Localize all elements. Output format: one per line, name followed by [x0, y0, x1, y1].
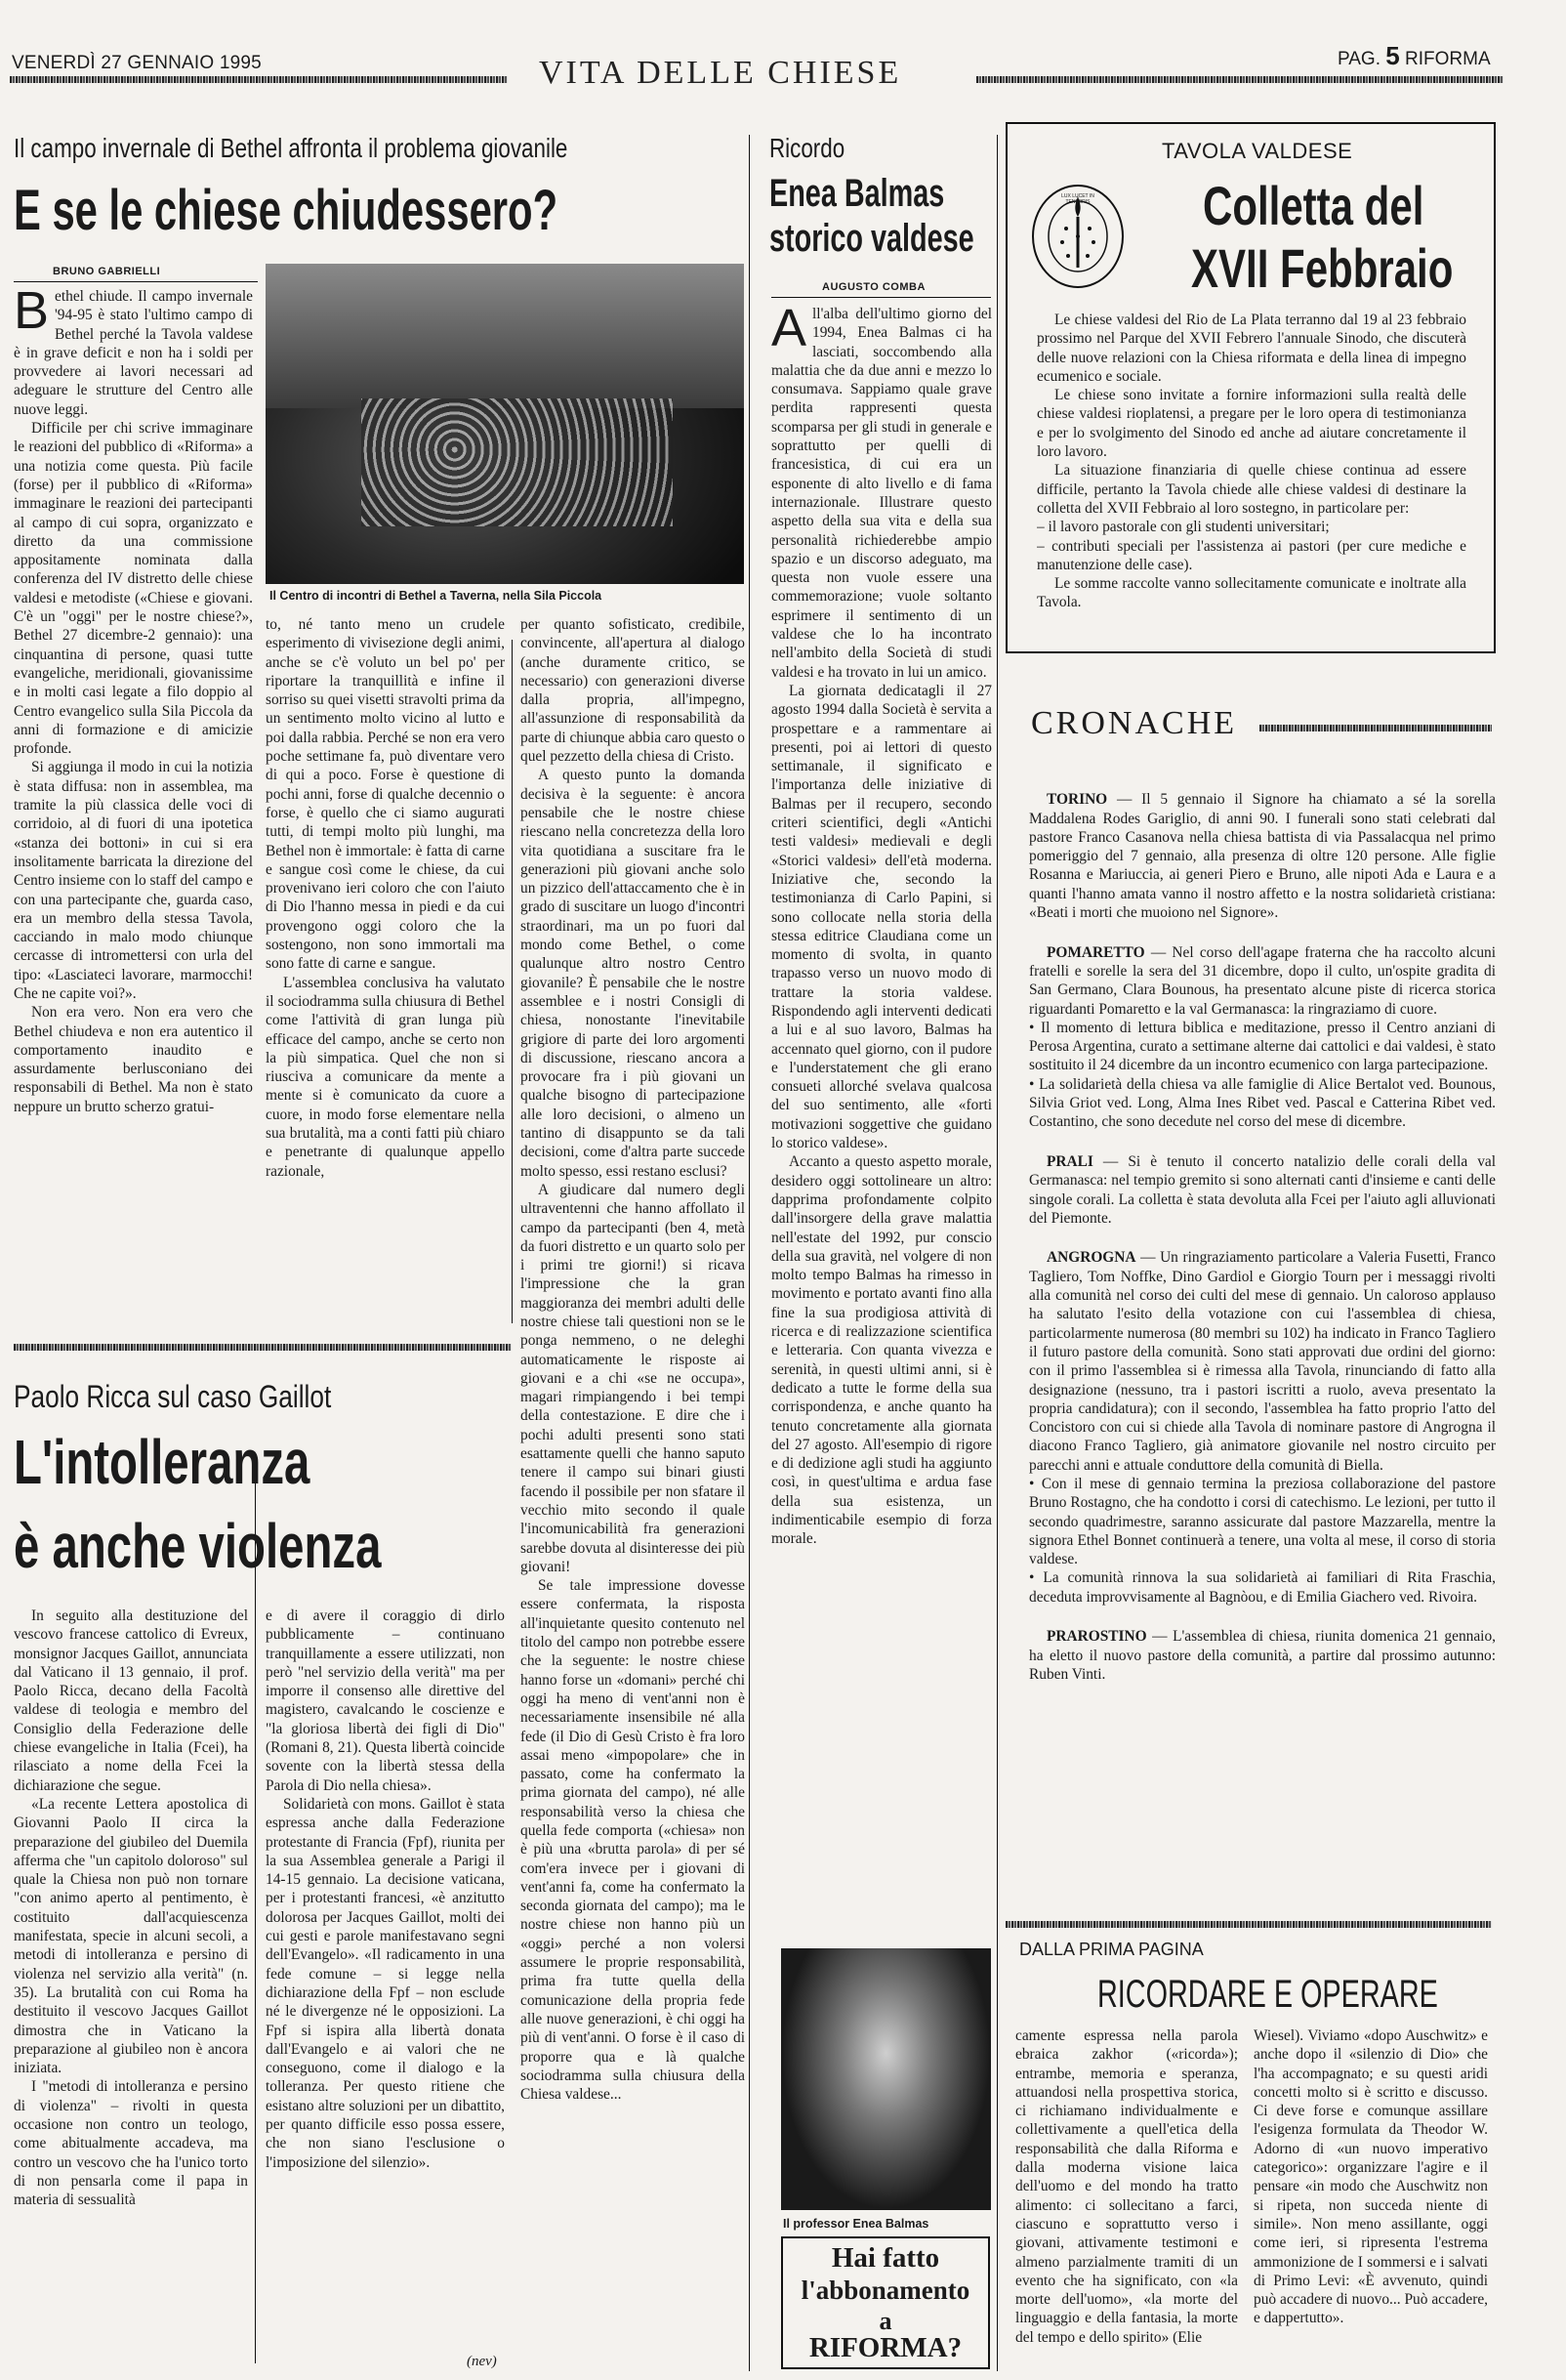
ricca-paragraph: Solidarietà con mons. Gaillot è stata espressa anche dalla Federazione protestante di Francia (Fpf), riunita per la sua Assemblea generale a Parigi il 14-15 gennaio. La decisione vaticana, per i protestanti francesi, «è anzitutto dolorosa per Jacques Gaillot, molti dei cui gesti e parole manifestavano segni dell'Evangelo». «Il radicamento in una fede comune – si legge nella dichiarazione della Fpf – non esclude né le divergenze né le opposizioni. La Fpf si ispira alla libertà donata dall'Evangelo e ai valori che ne conseguono, come il dialogo e la tolleranza. Per questo ritiene che esistano altre soluzioni per un dibattito, per quanto difficile esso possa essere, che non siano l'esclusione o l'imposizione del silenzio».	[266, 1795, 505, 2171]
bethel-author: BRUNO GABRIELLI	[53, 266, 161, 277]
bethel-title: E se le chiese chiudessero?	[14, 179, 558, 242]
cronache-text: — Un ringraziamento particolare a Valeria Fusetti, Franco Tagliero, Tom Noffke, Dino Gardiol e Giorgio Tourn per i messaggi rivolti alla comunità nel corso dei culti del mese di gennaio. Un caloroso applauso ha salutato l'esito della votazione con cui l'assemblea di chiesa, particolarmente numerosa (80 membri su 102) ha indicato in Franco Tagliero il futuro pastore della comunità. Sono stati approvati due ordini del giorno: con il primo l'assemblea si è rimessa alla Tavola, rinunciando di fatto alla designazione (nessuno, tra i pastori iscritti a ruolo, aveva presentato la propria candidatura); con il secondo, l'assemblea ha fatto proprio l'atto del Concistoro con cui si chiede alla Tavola di nominare pastore di Angrogna il diacono Franco Tagliero, già animatore giovanile nel nostro circuito per parecchi anni e attuale conduttore della comunità di Biella. • Con il mese di gennaio termina la preziosa collaborazione del pastore Bruno Rostagno, che ha condotto i corsi di catechismo. Le lezioni, per tutto il secondo quadrimestre, saranno assicurate dal pastore Mazzarella, mentre la signora Ethel Bonnet continuerà a tenere, una volta al mese, il corso di storia valdese. • La comunità rinnova la sua solidarietà ai familiari di Rita Fraschia, deceduta improvvisamente al Bagnòou, e di Emilia Giachero ved. Rivoira.	[1029, 1249, 1496, 1606]
page-label: PAG.	[1338, 49, 1381, 69]
bethel-paragraph: A giudicare dal numero degli ultraventenni che hanno affollato il campo da partecipanti (ben 4, metà da fuori distretto e un quarto solo per i primi tre giorni!) si ricava l'impressione che la gran maggioranza dei membri adulti delle nostre chiese tali questioni non se le ponga nemmeno, o ne deleghi automaticamente le risposte ai giovani e a chi «se ne occupa», magari rimpiangendo i bei tempi della contestazione. E dire che i pochi adulti presenti sono stati esattamente quelli che hanno saputo tenere il campo sui binari giusti facendo il possibile per non sfatare il vecchio mito secondo il quale l'incomunicabilità fra generazioni sarebbe dovuta al disinteresse dei più giovani!	[520, 1181, 745, 1575]
balmas-title-line2: storico valdese	[769, 217, 974, 260]
ricca-title-line2: è anche violenza	[14, 1511, 382, 1581]
page-number: 5	[1385, 41, 1400, 70]
bethel-column-3	[520, 615, 745, 2369]
balmas-paragraph: ll'alba dell'ultimo giorno del 1994, Enea Balmas ci ha lasciati, soccombendo alla malattia che da due anni e mezzo lo consumava. Sappiamo quale grave perdita rappresenti questa scomparsa per gli studi in generale e soprattutto per quelli di francesistica, di cui era un esponente di alto livello e di fama internazionale. Illustrare questo aspetto della sua vita e della sua personalità richiederebbe ampio spazio e un discorso adeguato, ma questa non vuole essere una commemorazione; vuole soltanto esprimere il sentimento di un valdese che lo ha incontrato nell'ambito della Società di studi valdesi e ha trovato in lui un amico.	[771, 306, 992, 681]
bethel-paragraph: Se tale impressione dovesse essere confermata, la risposta all'inquietante quesito contenuto nel titolo del campo non potrebbe essere che la seguente: le nostre chiese hanno forse un «domani» perché chi oggi ha meno di vent'anni non è necessariamente insensibile né alla fede (il Dio di Gesù Cristo è fra loro assai meno «impopolare» che in passato, come ha confermato la prima giornata del campo), né alle responsabilità verso la chiesa che quella fede comporta («chiesa» non è più una «brutta parola» di per sé com'era invece per i giovani di vent'anni fa, come ha confermato la seconda giornata del campo); ma le nostre chiese non hanno più un «oggi» perché a non volersi assumere le proprie responsabilità, prima fra tutte quella della comunicazione della propria fede alle nuove generazioni, è chi oggi ha più di vent'anni. O forse è il caso di proporre qua e là qualche sociodramma sulla chiusura della Chiesa valdese...	[520, 1577, 745, 2104]
cronache-city: POMARETTO	[1047, 943, 1145, 961]
balmas-title-line1: Enea Balmas	[769, 172, 945, 215]
header-rule-left	[10, 76, 508, 83]
bethel-column-2	[266, 615, 505, 1323]
balmas-photo-caption: Il professor Enea Balmas	[783, 2217, 929, 2231]
balmas-photo	[781, 1948, 991, 2210]
subscription-line1: Hai fatto	[831, 2242, 940, 2274]
bethel-paragraph: L'assemblea conclusiva ha valutato il sociodramma sulla chiusura di Bethel come l'attività di gran lunga più efficace del campo, anche se certo non la più simpatica. Quel che non si riusciva a comunicare da mente a mente si è comunicato da cuore a cuore, in modo forse elementare nella sua brutalità, ma a conti fatti più chiaro e penetrante di qualunque appello razionale,	[266, 974, 505, 1180]
bethel-dropcap: B	[14, 287, 50, 340]
cronache-item	[1029, 790, 1496, 922]
cronache-heading: CRONACHE	[1031, 705, 1238, 741]
tavola-paragraph: Le chiese valdesi del Rio de La Plata terranno dal 19 al 23 febbraio prossimo nel Parque del XVII Febrero l'annuale Sinodo, che discuterà delle nuove relazioni con la Chiesa riformata e della linea di impegno ecumenico e sociale.	[1037, 312, 1466, 385]
cronache-rule	[1259, 725, 1492, 731]
subscription-line2: l'abbonamento	[801, 2276, 970, 2305]
column-separator	[255, 1455, 256, 2363]
cronache-city: ANGROGNA	[1047, 1249, 1136, 1267]
tavola-body	[1037, 311, 1466, 643]
bethel-paragraph: Difficile per chi scrive immaginare le reazioni del pubblico di «Riforma» a una notizia come questa. Più facile (forse) per il pubblico di «Riforma» immaginare le reazioni dei partecipanti al campo di cui sopra, organizzato e diretto da una commissione appositamente nominata dalla conferenza del IV distretto delle chiese valdesi e metodiste («Chiese e giovani. C'è un "oggi" per le nostre chiese?», Bethel 27 dicembre-2 gennaio): una cinquantina di persone, quasi tutte evangeliche, meridionali, giovanissime e in molti casi legate a filo doppio al Centro evangelico sulla Sila Piccola da anni di formazione e di amicizie profonde.	[14, 420, 253, 758]
section-title: VITA DELLE CHIESE	[539, 55, 902, 91]
cronache-item	[1029, 1248, 1496, 1607]
tavola-emblem-icon	[1029, 178, 1127, 291]
bethel-photo-caption: Il Centro di incontri di Bethel a Taverna, nella Sila Piccola	[269, 589, 602, 603]
operare-paragraph: camente espressa nella parola ebraica zakhor («ricorda»); entrambe, memoria e speranza, attuandosi nella prospettiva storica, ci richiamano individualmente e collettivamente a quell'etica della responsabilità che dalla Riforma e dalla moderna visione laica dell'uomo e del mondo ha tratto alimento: ci sollecitano a farci, ciascuno e soprattutto verso i giovani, attivamente testimoni e almeno parzialmente tramiti di un evento che ha significato, con «la morte dell'uomo», «la morte del linguaggio e della fantasia, la morte del tempo e dello spirito» (Elie	[1015, 2027, 1238, 2346]
tavola-emblem-text: LUX LUCET IN TENEBRIS	[1061, 193, 1094, 205]
tavola-list-item: – il lavoro pastorale con gli studenti universitari;	[1037, 519, 1330, 536]
operare-kicker: DALLA PRIMA PAGINA	[1019, 1940, 1204, 1959]
ricca-top-rule	[14, 1344, 512, 1351]
column-separator	[997, 135, 998, 2371]
header-rule-right	[976, 76, 1504, 83]
operare-column-2	[1254, 2026, 1488, 2370]
bethel-paragraph: ethel chiude. Il campo invernale '94-95 è stato l'ultimo campo di Bethel perché la Tavola valdese è in grave deficit e non ha i soldi per provvedere ai lavori necessari ad adeguare le strutture del Centro alle nuove leggi.	[14, 288, 253, 418]
subscription-line4: RIFORMA?	[808, 2332, 963, 2363]
operare-title: RICORDARE E OPERARE	[1097, 1973, 1438, 2016]
balmas-paragraph: La giornata dedicatagli il 27 agosto 1994 dalla Società è servita a prospettare e a rammentare ai presenti, poi ai lettori di questo settimanale, il significato e l'importanza delle iniziative di Balmas per il recupero, secondo criteri scientifici, degli «Antichi testi valdesi» medievali e degli «Storici valdesi» dell'età moderna. Iniziative che, secondo la testimonianza di Carlo Papini, si sono collocate nella storia della stessa editrice Claudiana come un momento di svolta, in quanto trapasso verso un nuovo modo di trattare la storia valdese. Rispondendo agli interventi dedicati a lui e al suo lavoro, Balmas ha accennato quel giorno, con il pudore e l'understatement che gli erano consueti allorché svelava qualcosa del suo sentimento, alle «forti motivazioni soggettive che guidano lo storico valdese».	[771, 682, 992, 1152]
cronache-item	[1029, 1152, 1496, 1228]
ricca-paragraph: I "metodi di intolleranza e persino di violenza" – rivolti in questa occasione non contro un teologo, come abitualmente accadeva, ma contro un vescovo che ha l'unico torto di non pensarla come il papa in materia di sessualità	[14, 2078, 248, 2209]
bethel-photo	[266, 264, 744, 584]
operare-top-rule	[1006, 1921, 1492, 1928]
ricca-title-line1: L'intolleranza	[14, 1427, 310, 1497]
cronache-item	[1029, 1627, 1496, 1684]
ricca-signature: (nev)	[467, 2354, 497, 2369]
cronache-city: PRAROSTINO	[1047, 1628, 1147, 1646]
bethel-kicker: Il campo invernale di Bethel affronta il problema giovanile	[14, 133, 568, 163]
bethel-column-1	[14, 287, 253, 1328]
ricca-column-2	[266, 1607, 505, 2359]
operare-column-1	[1015, 2026, 1238, 2370]
bethel-paragraph: Si aggiunga il modo in cui la notizia è stata diffusa: non in assemblea, ma tramite la più classica delle voci di corridoio, al di fuori di una ipotetica «stanza dei bottoni» in cui si era insolitamente barricata la direzione del Centro insieme con lo staff del campo e con una partecipante che, guarda caso, era un membro della stessa Tavola, cacciando in malo modo chiunque cercasse di intromettersi con urla del tipo: «Lasciateci lavorare, marmocchi! Che ne capite voi?».	[14, 759, 253, 1002]
bethel-paragraph: to, né tanto meno un crudele esperimento di vivisezione degli animi, anche se c'è voluto un bel po' per riportare la tranquillità e infine il sorriso su quei visetti stravolti prima da un sentimento molto vicino al lutto e poi dalla rabbia. Perché se non era vero poche settimane fa, può diventare vero di qui a poco. Forse è questione di pochi anni, forse di qualche decennio o forse, è quello che ci siamo augurati tutti, di tempi molto più lunghi, ma Bethel non è immortale: è fatta di carne e sangue così come le chiese, da cui provenivano ieri coloro che con l'aiuto di Dio l'hanno messa in piedi e da cui provengono oggi coloro che la sostengono, non sono immortali ma sono fatte di carne e sangue.	[266, 616, 505, 973]
tavola-paragraph: Le somme raccolte vanno sollecitamente comunicate e inoltrate alla Tavola.	[1037, 575, 1466, 611]
cronache-text: — Si è tenuto il concerto natalizio delle corali della val Germanasca: nel tempio gremito si sono alternati canti d'insieme e canti delle singole corali. La colletta è stata devoluta alla Fcei per l'aiuto agli alluvionati del Piemonte.	[1029, 1152, 1496, 1227]
bethel-paragraph: per quanto sofisticato, credibile, convincente, all'apertura al dialogo (anche duramente critico, se necessario) con generazioni diverse dalla propria, all'impegno, all'assunzione di responsabilità da parte di chiunque abbia caro questo o quel pezzetto della chiesa di Cristo.	[520, 616, 745, 766]
balmas-kicker: Ricordo	[769, 133, 845, 163]
balmas-byline-rule	[771, 297, 991, 298]
balmas-paragraph: Accanto a questo aspetto morale, desidero oggi sottolineare un altro: dapprima profondamente colpito dall'insorgere della grave malattia nell'estate del 1992, pur conscio della sua gravità, nel volgere di non molto tempo Balmas ha rimesso in movimento e portato avanti fino alla fine la sua prodigiosa attività di ricerca e di realizzazione scientifica e letteraria. Con quanta vivezza e serenità, in questi ultimi anni, si è dedicato a tutte le forme della sua corrispondenza, e anche quanto ha tenuto concretamente alla giornata del 27 agosto. All'esempio di rigore e di dedizione agli studi ha aggiunto così, in quest'ultima e ardua fase della sua esistenza, un indimenticabile esempio di forza morale.	[771, 1153, 992, 1548]
column-separator	[749, 135, 750, 2371]
balmas-dropcap: A	[771, 305, 807, 357]
tavola-kicker: TAVOLA VALDESE	[1162, 139, 1353, 163]
cronache-text: — L'assemblea di chiesa, riunita domenica 21 gennaio, ha eletto il nuovo pastore della comunità, a partire dal prossimo autunno: Ruben Vinti.	[1029, 1628, 1496, 1683]
cronache-text: — Il 5 gennaio il Signore ha chiamato a sé la sorella Maddalena Rodes Gariglio, di anni 90. I funerali sono stati celebrati dal pastore Franco Casanova nella chiesa battista di via Passalacqua nel primo pomeriggio del 7 gennaio, alla presenza di oltre 120 persone. Alle figlie Rosanna e Mariuccia, ai generi Piero e Bruno, alle nipoti Ada e Laura e a quanti l'hanno amata vanno il nostro affetto e la nostra solidarietà cristiana: «Beati i morti che muoiono nel Signore».	[1029, 791, 1496, 922]
cronache-text: — Nel corso dell'agape fraterna che ha raccolto alcuni fratelli e sorelle la sera del 31 dicembre, dopo il culto, un'ospite gradita di San Germano, Clara Bounous, ha presentato alcune piste di ricerca storica riguardanti Pomaretto e la val Germanasca: la ringraziamo di cuore. • Il momento di lettura biblica e meditazione, presso il Centro anziani di Perosa Argentina, curato a settimane alterne dai cattolici e dai valdesi, è stato sostituito il 24 dicembre da un incontro ecumenico con larga partecipazione. • La solidarietà della chiesa va alle famiglie di Alice Bertalot ved. Bounous, Silvia Griot ved. Long, Alma Ines Ribet ved. Pascal e Catterina Ribet ved. Costantino, che sono decedute nel corso del mese di dicembre.	[1029, 943, 1496, 1131]
header-date: VENERDÌ 27 GENNAIO 1995	[12, 53, 262, 73]
cronache-list	[1029, 772, 1496, 1909]
tavola-title-line1: Colletta del	[1203, 175, 1424, 236]
balmas-column	[771, 305, 992, 1947]
cronache-city: TORINO	[1047, 791, 1108, 809]
ricca-kicker: Paolo Ricca sul caso Gaillot	[14, 1379, 332, 1414]
subscription-line3: a	[879, 2307, 892, 2335]
cronache-item	[1029, 943, 1496, 1132]
bethel-byline-rule	[14, 281, 258, 282]
ricca-paragraph: e di avere il coraggio di dirlo pubblicamente – continuano tranquillamente a essere utilizzati, non però "nel servizio della verità" ma per imporre il consenso alle direttive del magistero, cavalcando le coscienze e "la gloriosa libertà dei figli di Dio" (Romani 8, 21). Questa libertà coincide sovente con la libertà stessa della Parola di Dio nella chiesa».	[266, 1608, 505, 1794]
balmas-author: AUGUSTO COMBA	[822, 281, 926, 293]
column-separator	[512, 640, 513, 1323]
ricca-paragraph: «La recente Lettera apostolica di Giovanni Paolo II circa la preparazione del giubileo del Duemila afferma che "un capitolo doloroso" sul quale la Chiesa non può non tornare "con animo aperto al pentimento, è costituito dall'acquiescenza manifestata, specie in alcuni secoli, a metodi di intolleranza e persino di violenza nel servizio alla verità" (n. 35). La brutalità con cui Roma ha destituito il vescovo Jacques Gaillot dimostra che in Vaticano la preparazione al giubileo non è ancora iniziata.	[14, 1795, 248, 2077]
bethel-paragraph: Non era vero. Non era vero che Bethel chiudeva e non era autentico il comportamento inaudito e assurdamente berlusconiano dei responsabili di Bethel. Ma non è stato neppure un brutto scherzo gratui-	[14, 1004, 253, 1115]
cronache-city: PRALI	[1047, 1152, 1093, 1170]
tavola-list-item: – contributi speciali per l'assistenza ai pastori (per cure mediche e manutenzione delle case).	[1037, 537, 1466, 573]
header-page	[1338, 41, 1491, 71]
tavola-paragraph: La situazione finanziaria di quelle chiese continua ad essere difficile, pertanto la Tavola chiede alle chiese valdesi di destinare la colletta del XVII Febbraio al loro sostegno, in particolare per:	[1037, 462, 1466, 517]
tavola-title-line2: XVII Febbraio	[1191, 237, 1454, 299]
operare-paragraph: Wiesel). Viviamo «dopo Auschwitz» e anche dopo il «silenzio di Dio» che l'ha accompagnato; e su questi aridi concetti molto si è scritto e discusso. Ci deve forse e comunque assillare l'esigenza formulata da Theodor W. Adorno di «un nuovo imperativo categorico»: organizzare l'agire e il pensare «in modo che Auschwitz non si ripeta, non succeda niente di simile». Non meno assillante, oggi come ieri, si ripresenta l'estrema ammonizione de I sommersi e i salvati di Primo Levi: «È avvenuto, quindi può accadere di nuovo... Può accadere, e dappertutto».	[1254, 2027, 1488, 2327]
paper-name: RIFORMA	[1405, 49, 1491, 69]
ricca-column-1	[14, 1607, 248, 2373]
tavola-paragraph: Le chiese sono invitate a fornire informazioni sulla realtà delle chiese valdesi rioplatensi, a pregare per le loro opera di testimonianza e per lo svolgimento del Sinodo ed anche ad aiutare concretamente il loro lavoro.	[1037, 387, 1466, 461]
bethel-paragraph: A questo punto la domanda decisiva è la seguente: è ancora pensabile che le nostre chiese riescano nella concretezza della loro vita quotidiana a suscitare fra le generazioni più giovani anche solo un pizzico dell'attaccamento che è in grado di suscitare un luogo d'incontri straordinari, ma un po fuori dal mondo come Bethel, o come qualunque altro nostro Centro giovanile? È pensabile che le nostre assemblee e i nostri Consigli di chiesa, nonostante l'inevitabile grigiore di parte dei loro argomenti di discussione, riescano ancora a provocare fra i più giovani un qualche bisogno di partecipazione alle loro decisioni, o almeno un tantino di disappunto se da tali decisioni, come d'altra parte succede molto spesso, essi restano esclusi?	[520, 767, 745, 1180]
ricca-paragraph: In seguito alla destituzione del vescovo francese cattolico di Evreux, monsignor Jacques Gaillot, annunciata dal Vaticano il 13 gennaio, il prof. Paolo Ricca, decano della Facoltà valdese di teologia e membro del Consiglio della Federazione delle chiese evangeliche in Italia (Fcei), ha rilasciato a nome della Fcei la dichiarazione che segue.	[14, 1608, 248, 1794]
